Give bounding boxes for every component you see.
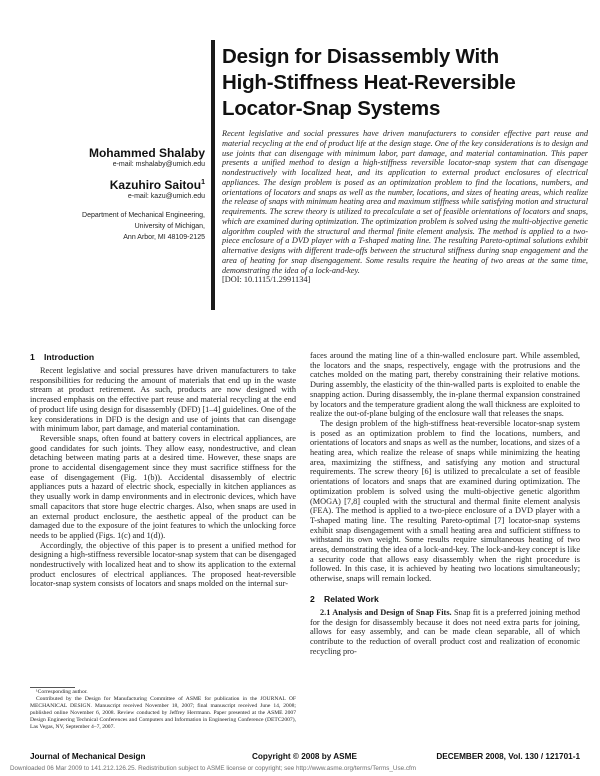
author-block [40, 146, 205, 243]
abstract-text: Recent legislative and social pressures have driven manufacturers to consider effective part reuse and material recycling at the end of product life at the design stage. One of the key considerations is to design and use joints that can disengage with minimum labor, part damage, and material contamination. This paper presents a unified method to design a high-stiffness reversible locator-snap system that can disengage nondestructively with localized heat, and its application to external product enclosures of electrical appliances. The design problem is posed as an optimization problem to find the locations, numbers, and orientations of locators and snaps as well as the number, locations, and sizes of heating areas, which realize the release of snaps with minimum heating area and maximum stiffness while satisfying motion and structural requirements. The screw theory is utilized to precalculate a set of feasible orientations of locators and snaps, which are examined during optimization. The optimization problem is solved using the multi-objective genetic algorithm coupled with the structural and thermal finite element analysis. The method is applied to a two-piece enclosure of a DVD player with a T-shaped mating line. The resulting Pareto-optimal solutions exhibit alternative designs with different trade-offs between the structural stiffness during snap engagement and the area of heating for snap disengagement. Some results require the heating of two areas at the same time, demonstrating the idea of a lock-and-key. [222, 129, 588, 275]
affiliation [40, 210, 205, 243]
footnotes [30, 689, 296, 731]
title-line: High-Stiffness Heat-Reversible [222, 71, 516, 94]
body-paragraph: Reversible snaps, often found at battery covers in electrical appliances, are good candidates for such joints. They allow easy, nondestructive, and clean detaching between mating parts at a desired time. However, these snaps are prone to accidental disengagement since they must sacrifice stiffness for the ease of disengagement (Fig. 1(b)). Accidental disassembly of electric appliances puts a hazard of electric shock, especially in kitchen appliances as they usually work in damp environments and in electronic devices, which have small capacitors that store huge electric charges. Also, when snaps are used in an external product enclosure, the aesthetic appeal of the product can be damaged due to the exposure of the joint features to which the unlocking force needs to be applied (Figs. 1(c) and 1(d)). [30, 433, 296, 540]
footer-copyright: Copyright © 2008 by ASME [252, 752, 357, 761]
page-footer [30, 752, 580, 764]
body-paragraph: faces around the mating line of a thin-walled enclosure part. While assembled, the locators and the snaps, respectively, engage with the protrusions and the catches molded on the mating part, thereby constraining their relative motions. During assembly, the elasticity of the thin-walled parts is exploited to enable the snapping action. During disassembly, the in-plane thermal expansion constrained by locators and the temperature gradient along the wall thickness are exploited to realize the out-of-plane bulging of the enclosure wall that releases the snaps. [310, 351, 580, 419]
footer-issue: DECEMBER 2008, Vol. 130 / 121701-1 [436, 752, 580, 761]
affiliation-line: University of Michigan, [134, 223, 205, 230]
left-column [30, 351, 296, 589]
paper-title [222, 44, 582, 122]
download-notice: Downloaded 06 Mar 2009 to 141.212.126.25. Redistribution subject to ASME license or copyright; see http://www.asme.org/terms/Terms_Use.cfm [10, 765, 417, 772]
author-name: Mohammed Shalaby [88, 146, 205, 160]
body-paragraph: 2.1 Analysis and Design of Snap Fits. Snap fit is a preferred joining method for the design for disassembly because it does not need extra parts for joining, allows for easy assembly, and can be made clean separable, all of which contribute to the reduction of overall product cost and realization of economic recycling pro- [310, 607, 580, 656]
author-email[interactable]: e-mail: kazu@umich.edu [127, 193, 205, 200]
footnote: Contributed by the Design for Manufacturing Committee of ASME for publication in the JOURNAL OF MECHANICAL DESIGN. Manuscript received November 18, 2007; final manuscript received June 14, 2008; published online November 6, 2008. Review conducted by Jeffrey Herrmann. Paper presented at the ASME 2007 Design Engineering Technical Conferences and Computers and Information in Engineering Conference (DETC2007), Las Vegas, NV, September 4–7, 2007. [30, 696, 296, 730]
section-heading-introduction: 1 Introduction [30, 352, 95, 362]
footnote: ¹Corresponding author. [36, 689, 88, 695]
title-line: Locator-Snap Systems [222, 97, 441, 120]
doi[interactable]: [DOI: 10.1115/1.2991134] [222, 275, 311, 285]
footnote-rule [30, 687, 75, 688]
abstract [222, 129, 588, 285]
subsection-heading: 2.1 Analysis and Design of Snap Fits. [320, 607, 452, 617]
footer-journal: Journal of Mechanical Design [30, 752, 146, 761]
section-heading-related-work: 2 Related Work [310, 593, 379, 604]
body-paragraph: Recent legislative and social pressures have driven manufacturers to take responsibilities for reducing the amount of materials that end up in the waste stream at product retirement. As such, products are now designed with increased emphasis on the effective part reuse and material recycling at the end of product life using design for disassembly (DFD) [1–4] guidelines. One of the key considerations in DFD is the design and use of joints that can disengage with minimum labor, part damage, and material contamination. [30, 366, 296, 434]
title-line: Design for Disassembly With [222, 45, 499, 68]
body-paragraph: The design problem of the high-stiffness heat-reversible locator-snap system is posed as an optimization problem to find the locations, numbers, and orientations of locators and snaps as well as the number, locations, and sizes of a heating area, which realize the release of snaps while minimizing the heating area, maximizing the stiffness, and satisfying any motion and structural requirements. The screw theory [6] is utilized to precalculate a set of feasible orientations of locators and snaps that are examined during optimization. The optimization problem is solved using the multi-objective genetic algorithm (MOGA) [7,8] coupled with the structural and thermal finite element analysis (FEA). The method is applied to a two-piece enclosure of a DVD player with a T-shaped mating line. The resulting Pareto-optimal [7] locator-snap systems exhibit snap disengagement with a small heating area and sufficient stiffness to withstand its own weight. Some results require simultaneous heating of two areas, demonstrating the idea of a lock-and-key. The lock-and-key concept is like a security code that allows easy disassembly when the right procedure is followed. In this case, it is achieved by heating two locations simultaneously; otherwise, snaps will remain locked. [310, 418, 580, 584]
title-vertical-rule [211, 40, 215, 310]
affiliation-line: Department of Mechanical Engineering, [82, 212, 205, 219]
author-name: Kazuhiro Saitou$^1$ [109, 178, 205, 192]
author-email[interactable]: e-mail: mshalaby@umich.edu [112, 161, 205, 168]
body-paragraph: Accordingly, the objective of this paper is to present a unified method for designing a high-stiffness reversible locator-snap system that can be disengaged nondestructively with localized heat and to show its application to the external product enclosures of electrical appliances. The proposed heat-reversible locator-snap system consists of locators and snaps molded on the internal sur- [30, 540, 296, 589]
right-column [310, 351, 580, 656]
affiliation-line: Ann Arbor, MI 48109-2125 [123, 234, 205, 241]
author-footnote-mark: 1 [201, 179, 205, 186]
